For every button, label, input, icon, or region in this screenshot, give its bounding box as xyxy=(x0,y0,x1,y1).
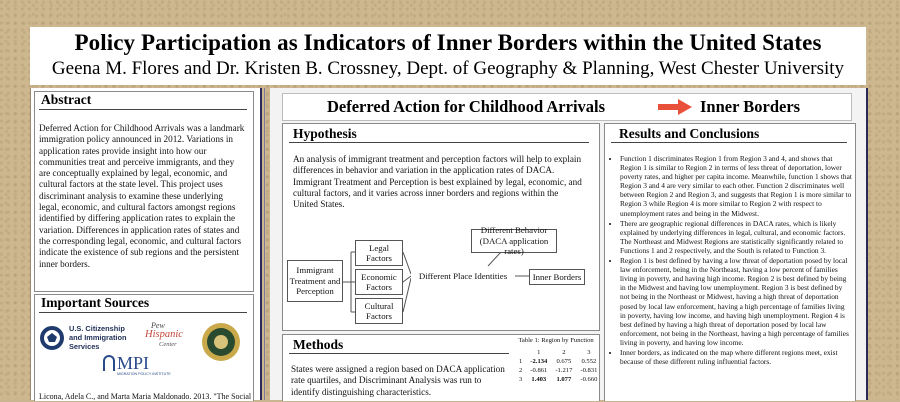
table-cell: -0.660 xyxy=(580,376,598,383)
abstract-box xyxy=(34,91,254,292)
mpi-arches-icon xyxy=(103,355,115,371)
pew-hispanic-word: Hispanic xyxy=(145,329,183,340)
methods-heading: Methods xyxy=(293,337,344,352)
mpi-logo xyxy=(103,353,183,379)
column-divider-inner xyxy=(264,88,265,400)
node-place-identities: Different Place Identities xyxy=(411,268,515,284)
node-economic-factors: Economic Factors xyxy=(355,269,403,295)
table-row xyxy=(515,357,601,366)
table-row xyxy=(515,366,601,375)
pew-hispanic-logo xyxy=(145,321,195,353)
results-bullet: • Region 1 is best defined by having a low threat of deportation posed by local law enforcement, being in the Northeast, having a low percent of families living in poverty, and having high income. Region 2 is best defined by being in the Midwest and having low unemployment. Region 3 is best defined by not being in the Northeast or Midwest, having a high threat of deportation posed by local law enforcement, having a high percentage of families living in poverty, having low income, and having high unemployment. Region 4 is best defined by having a high threat of deportation posed by local law enforcement, not being in the Northeast, having a high percentage of families living in poverty, and having low income. xyxy=(620,256,852,347)
uscis-logo xyxy=(39,322,139,356)
results-heading-rule xyxy=(611,142,847,143)
right-arrow-icon xyxy=(658,99,692,115)
methods-heading-rule xyxy=(289,353,509,354)
table-header-row xyxy=(515,348,601,357)
results-bullet: • Function 1 discriminates Region 1 from Region 3 and 4, and shows that Region 1 is similar to Region 2 in terms of less threat of deportation, lower poverty rates, and higher per capita income. Meanwhile, function 1 shows that Region 3 and 4 are very similar to each other. Function 2 discriminates well between Region 2 and Region 3, and suggests that Region 1 is more similar to Region 3 while Region 4 is more similar to Region 2 with respect to unemployment rates and being in the Midwest. xyxy=(620,154,852,218)
dhs-seal-icon xyxy=(39,325,65,351)
table-cell: 1.077 xyxy=(556,376,572,383)
node-inner-borders: Inner Borders xyxy=(529,269,585,285)
hypothesis-box xyxy=(282,123,600,331)
banner-right-text: Inner Borders xyxy=(700,97,801,116)
results-box xyxy=(604,123,856,401)
table-header-cell: 3 xyxy=(587,349,591,356)
table-cell: 0.675 xyxy=(556,358,572,365)
table-header-cell xyxy=(515,348,526,357)
sources-heading-rule xyxy=(39,312,247,313)
abstract-text: Deferred Action for Childhood Arrivals was a landmark immigration policy announced in 2012. Variations in application rates provide insight into how our communities treat and perceive immigrants, and they are conceptually explained by legal, economic, and cultural factors at the state level. This project uses discriminant analysis to examine these underlying legal, economic, and cultural factors amongst regions identified by differing application rates to explain the variation. Differences in application rates of states and the corresponding legal, economic, and cultural factors indicate the existence of sub regions and the persistent inner borders. xyxy=(39,123,245,269)
uscis-name-line1: U.S. Citizenship xyxy=(69,324,125,333)
hypothesis-text: An analysis of immigrant treatment and perception factors will help to explain differences in behavior and variation in the application rates of DACA. Immigrant Treatment and Perception is best explained by legal, economic, and cultural factors, and it varies across inner borders and regions within the United States. xyxy=(293,154,582,210)
table-cell: -1.217 xyxy=(555,367,573,374)
results-heading: Results and Conclusions xyxy=(619,126,760,141)
results-list xyxy=(609,154,852,367)
sources-heading: Important Sources xyxy=(41,295,150,310)
table-cell: -0.861 xyxy=(530,367,548,374)
pew-word: Pew xyxy=(151,321,165,330)
table-caption: Table 1: Region by Function xyxy=(518,337,594,344)
poster-title: Policy Participation as Indicators of Inner Borders within the United States xyxy=(74,30,822,55)
uscis-name-line3: Services xyxy=(69,342,100,351)
topic-banner xyxy=(282,93,852,121)
mpi-wordmark: MPI xyxy=(117,353,150,373)
column-divider-left xyxy=(260,88,262,400)
column-divider-right xyxy=(866,88,868,400)
table-cell: -0.831 xyxy=(580,367,598,374)
node-legal-factors: Legal Factors xyxy=(355,240,403,266)
table-cell: 1 xyxy=(519,358,523,365)
methods-text: States were assigned a region based on DACA application rate quartiles, and Discriminant Analysis was run to identify distinguishing characteristics. xyxy=(291,364,505,397)
results-bullet: • There are geographic regional differences in DACA rates, which is likely explained by underlying differences in legal, cultural, and economic factors. The Northeast and Midwest Regions are statistically significantly related to Functions 1 and 2 respectively, and the South is related to Function 3. xyxy=(620,219,852,255)
hypothesis-heading-rule xyxy=(289,142,589,143)
node-cultural-factors: Cultural Factors xyxy=(355,298,403,324)
sources-box xyxy=(34,294,254,401)
table-body xyxy=(515,348,601,384)
table-cell: 3 xyxy=(519,376,523,383)
government-seal-icon xyxy=(201,322,241,362)
sources-citation: Licona, Adela C., and Marta Maria Maldonado. 2013. "The Social xyxy=(39,392,252,401)
table-header-cell: 2 xyxy=(562,349,566,356)
poster-authors: Geena M. Flores and Dr. Kristen B. Crossney, Dept. of Geography & Planning, West Chester University xyxy=(51,58,845,79)
table-row xyxy=(515,375,601,384)
banner-left-text: Deferred Action for Childhood Arrivals xyxy=(327,97,606,116)
table-cell: 2 xyxy=(519,367,523,374)
mpi-subtitle: MIGRATION POLICY INSTITUTE xyxy=(117,372,171,376)
table-cell: 1.403 xyxy=(531,376,547,383)
node-different-behavior: Different Behavior (DACA application rates) xyxy=(471,229,557,253)
table-header-cell: 1 xyxy=(537,349,541,356)
uscis-name-line2: and Immigration xyxy=(69,333,127,342)
table-cell: -2.134 xyxy=(530,358,548,365)
methods-box xyxy=(282,334,600,401)
pew-center-word: Center xyxy=(159,341,177,348)
hypothesis-heading: Hypothesis xyxy=(293,126,357,141)
node-immigrant-treatment: Immigrant Treatment and Perception xyxy=(287,260,343,302)
table-cell: 0.552 xyxy=(581,358,597,365)
abstract-heading-rule xyxy=(39,109,247,110)
title-bar xyxy=(30,27,866,85)
abstract-heading: Abstract xyxy=(41,92,92,107)
region-function-table xyxy=(515,337,597,384)
results-bullet: • Inner borders, as indicated on the map where different regions meet, exist because of these different ruling influential factors. xyxy=(620,348,852,366)
